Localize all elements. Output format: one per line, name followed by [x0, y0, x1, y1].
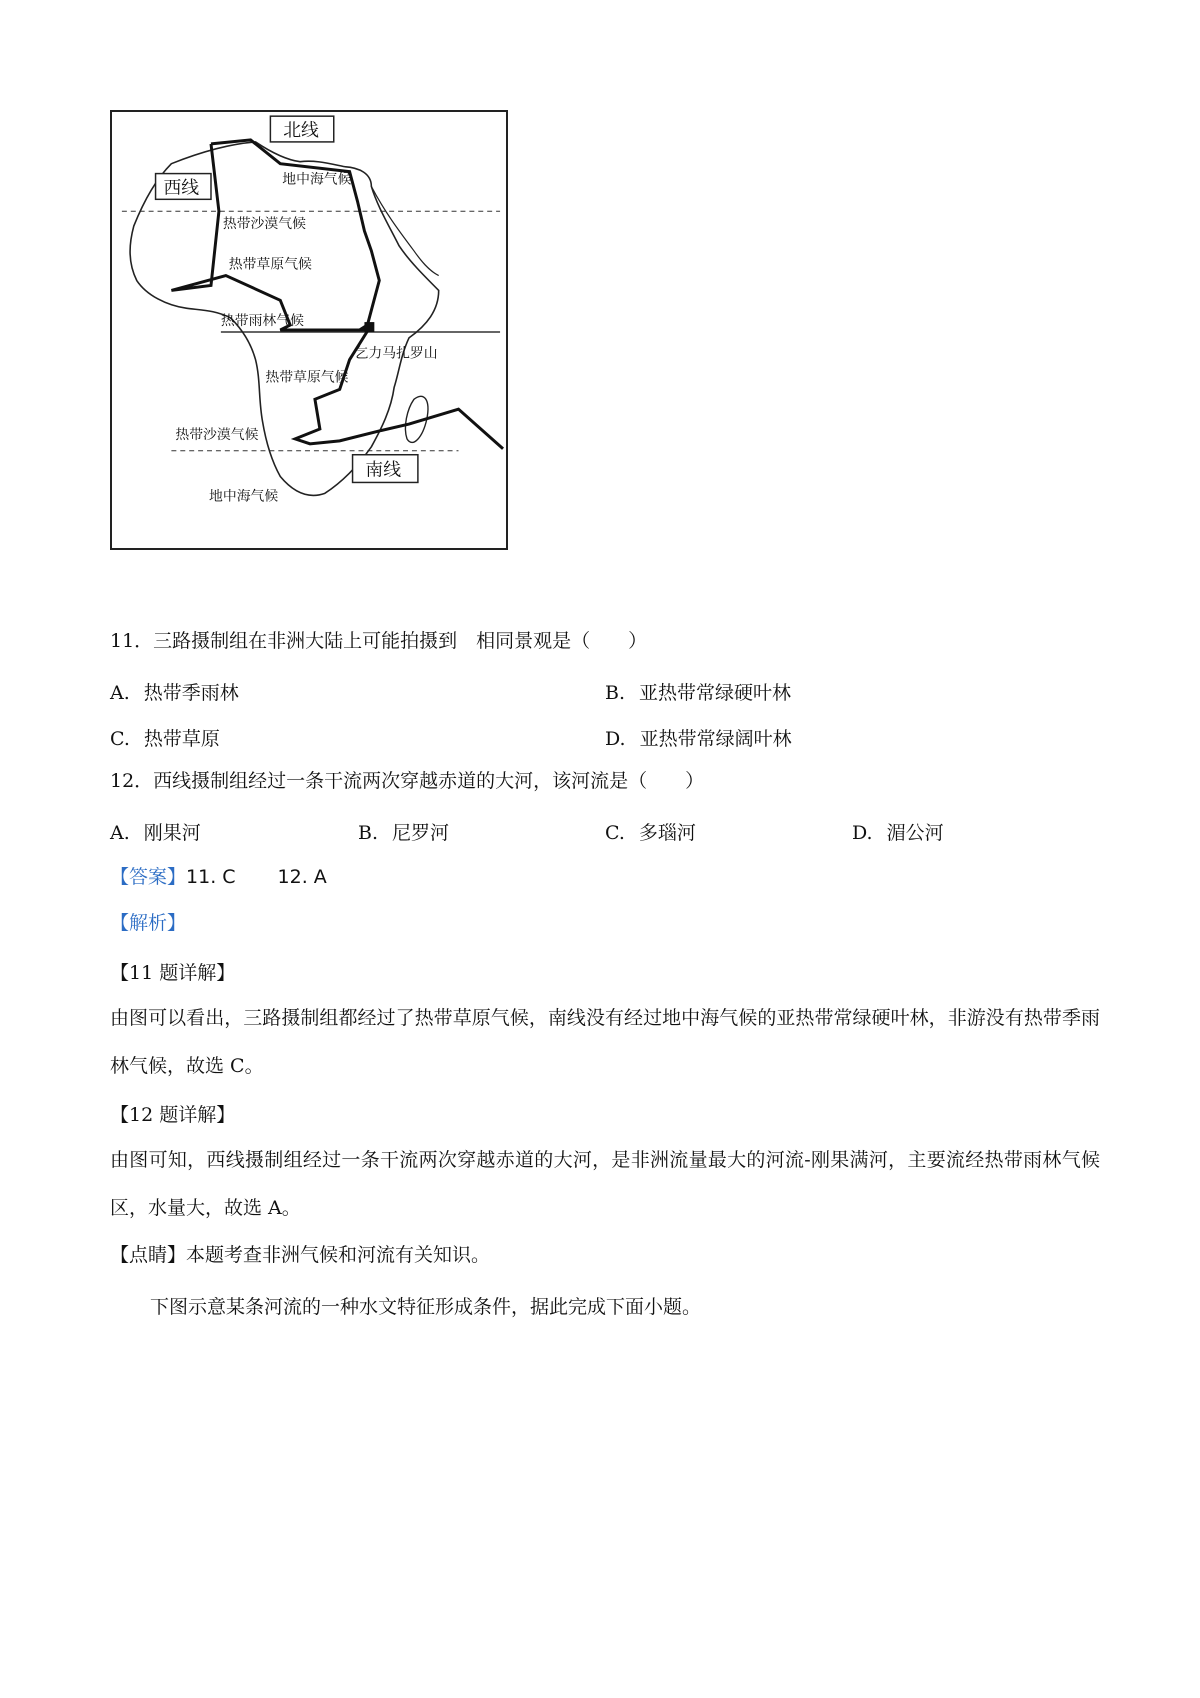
zone-rainforest: 热带雨林气候 — [220, 313, 304, 330]
comment-line — [110, 1244, 490, 1267]
q12-option-b-letter: B. — [358, 822, 379, 844]
q12-option-c — [605, 818, 696, 845]
q12-option-a-letter: A. — [110, 822, 130, 844]
q11-option-c — [110, 724, 220, 751]
africa-map-svg — [112, 112, 506, 548]
comment-text: 本题考查非洲气候和河流有关知识。 — [186, 1244, 491, 1266]
answer-value-11: 11. C — [186, 866, 236, 888]
q12-option-c-text: 多瑙河 — [638, 822, 696, 844]
q12-option-d — [852, 818, 944, 845]
zone-desert-north: 热带沙漠气候 — [222, 216, 306, 233]
next-question-intro: 下图示意某条河流的一种水文特征形成条件，据此完成下面小题。 — [150, 1296, 702, 1318]
q12-option-b — [358, 818, 449, 845]
detail12-text: 由图可知，西线摄制组经过一条干流两次穿越赤道的大河，是非洲流量最大的河流-刚果满河，主要流经热带雨林气候区，水量大，故选 A。 — [110, 1149, 1100, 1219]
q11-option-c-letter: C. — [110, 728, 130, 750]
q12-option-b-text: 尼罗河 — [392, 822, 450, 844]
north-label: 北线 — [283, 119, 319, 141]
answer-line — [110, 866, 327, 889]
q12-option-a — [110, 818, 201, 845]
q11-option-b-letter: B. — [605, 682, 626, 704]
q12-option-d-letter: D. — [852, 822, 873, 844]
answer-value-12: 12. A — [277, 866, 327, 888]
africa-map-figure — [110, 110, 508, 550]
kilimanjaro-marker — [364, 322, 374, 332]
south-label: 南线 — [365, 459, 402, 481]
q11-option-d — [605, 724, 792, 751]
q11-option-a-text: 热带季雨林 — [143, 682, 239, 704]
red-sea-outline — [371, 186, 438, 275]
zone-savanna-north: 热带草原气候 — [228, 256, 312, 273]
q11-stem: 11．三路摄制组在非洲大陆上可能拍摄到 相同景观是（ ） — [110, 630, 648, 652]
zone-desert-south: 热带沙漠气候 — [175, 426, 259, 443]
comment-label: 【点睛】 — [110, 1244, 187, 1266]
detail12-heading: 【12 题详解】 — [110, 1104, 236, 1126]
detail11-heading: 【11 题详解】 — [110, 962, 236, 984]
q12-option-a-text: 刚果河 — [143, 822, 201, 844]
q12-option-c-letter: C. — [605, 822, 625, 844]
mountain-label: 乞力马扎罗山 — [354, 345, 438, 362]
q11-option-b — [605, 678, 791, 705]
q11-option-d-text: 亚热带常绿阔叶林 — [639, 728, 792, 750]
q11-option-c-text: 热带草原 — [143, 728, 220, 750]
answer-label: 【答案】 — [110, 866, 187, 888]
q11-option-a-letter: A. — [110, 682, 130, 704]
q11-option-a — [110, 678, 239, 705]
analysis-label: 【解析】 — [110, 912, 187, 934]
west-label: 西线 — [163, 177, 200, 199]
detail11-text: 由图可以看出，三路摄制组都经过了热带草原气候，南线没有经过地中海气候的亚热带常绿硬叶林，非游没有热带季雨林气候，故选 C。 — [110, 1007, 1100, 1077]
zone-mediterranean-north: 地中海气候 — [282, 171, 352, 188]
q12-option-d-text: 湄公河 — [886, 822, 944, 844]
zone-mediterranean-south: 地中海气候 — [209, 488, 279, 505]
q11-option-d-letter: D. — [605, 728, 626, 750]
q12-stem: 12．西线摄制组经过一条干流两次穿越赤道的大河，该河流是（ ） — [110, 770, 705, 792]
zone-savanna-south: 热带草原气候 — [265, 369, 349, 386]
q11-option-b-text: 亚热带常绿硬叶林 — [639, 682, 792, 704]
